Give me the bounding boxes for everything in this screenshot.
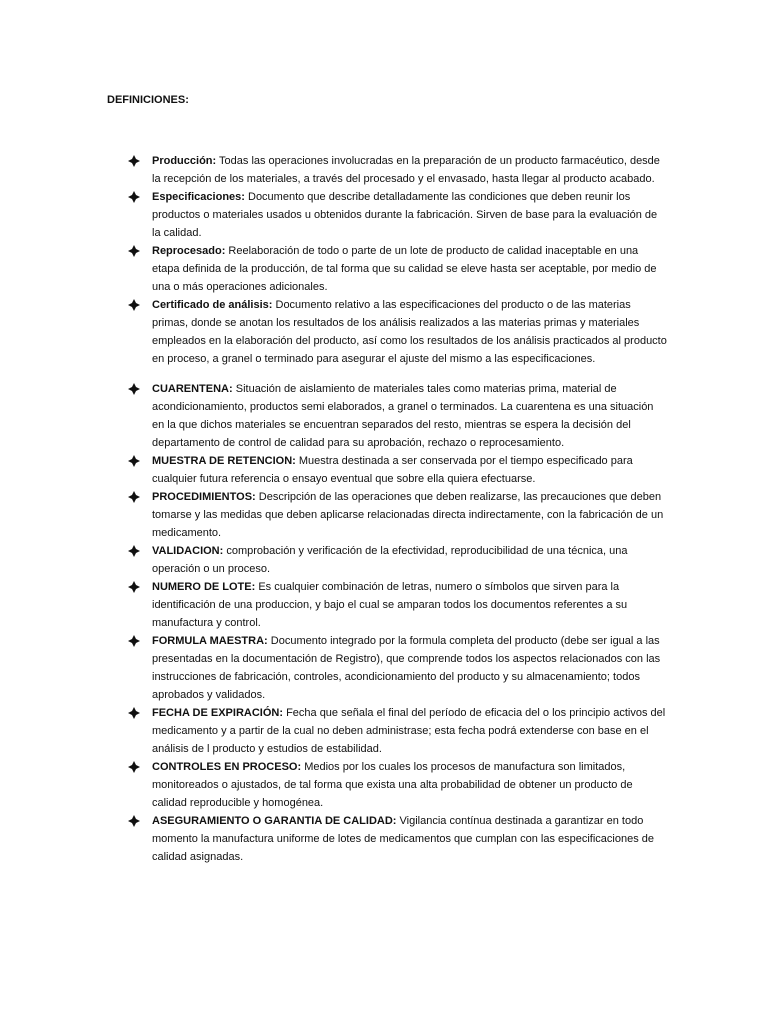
definition-item <box>128 380 668 452</box>
definition-text: Vigilancia contínua destinada a garantizar en todo momento la manufactura uniforme de lotes de medicamentos que cumplan con las especificaciones de calidad asignadas. <box>152 815 654 863</box>
diamond-bullet-icon <box>128 578 142 596</box>
definition-item <box>128 488 668 542</box>
definition-item <box>128 758 668 812</box>
definition-text: Descripción de las operaciones que deben realizarse, las precauciones que deben tomarse y las medidas que deben aplicarse relacionadas directa indirectamente, con la fabricación de un medicamento. <box>152 491 664 539</box>
definition-item <box>128 152 668 188</box>
definition-text: Situación de aislamiento de materiales tales como materias prima, material de acondicionamiento, productos semi elaborados, a granel o terminados. La cuarentena es una situación en la que dichos materiales se encuentran separados del resto, mientras se espera la decisión del departamento de control de calidad para su aprobación, rechazo o reprocesamiento. <box>152 383 654 449</box>
definitions-list <box>128 152 668 866</box>
definition-term: CONTROLES EN PROCESO: <box>152 761 302 773</box>
definition-term: MUESTRA DE RETENCION: <box>152 455 296 467</box>
definition-item <box>128 542 668 578</box>
definition-term: PROCEDIMIENTOS: <box>152 491 256 503</box>
definition-term: Certificado de análisis: <box>152 299 273 311</box>
definition-item <box>128 812 668 866</box>
diamond-bullet-icon <box>128 488 142 506</box>
definition-term: Especificaciones: <box>152 191 245 203</box>
definition-text: Es cualquier combinación de letras, numero o símbolos que sirven para la identificación de una produccion, y bajo el cual se amparan todos los documentos referentes a su manufactura y control. <box>152 581 628 629</box>
definition-item <box>128 452 668 488</box>
definition-text: comprobación y verificación de la efectividad, reproducibilidad de una técnica, una operación o un proceso. <box>152 545 628 575</box>
definition-text: Fecha que señala el final del período de eficacia del o los principio activos del medicamento y a partir de la cual no deben administrase; esta fecha podrá extenderse con base en el análisis de l producto y estudios de estabilidad. <box>152 707 666 755</box>
definition-text: Documento relativo a las especificaciones del producto o de las materias primas, donde se anotan los resultados de los análisis realizados a las materias primas y materiales empleados en la elaboración del producto, así como los resultados de los análisis practicados al producto en proceso, a granel o terminado para asegurar el ajuste del mismo a las especificaciones. <box>152 299 667 365</box>
definition-term: ASEGURAMIENTO O GARANTIA DE CALIDAD: <box>152 815 397 827</box>
diamond-bullet-icon <box>128 152 142 170</box>
diamond-bullet-icon <box>128 704 142 722</box>
definition-text: Todas las operaciones involucradas en la preparación de un producto farmacéutico, desde la recepción de los materiales, a través del procesado y el envasado, hasta llegar al producto acabado. <box>152 155 660 185</box>
definition-term: VALIDACION: <box>152 545 224 557</box>
definition-term: FECHA DE EXPIRACIÓN: <box>152 707 283 719</box>
definition-text: Medios por los cuales los procesos de manufactura son limitados, monitoreados o ajustados, de tal forma que exista una alta probabilidad de obtener un producto de calidad reproducible y homogénea. <box>152 761 633 809</box>
diamond-bullet-icon <box>128 242 142 260</box>
diamond-bullet-icon <box>128 452 142 470</box>
definition-text: Muestra destinada a ser conservada por el tiempo especificado para cualquier futura referencia o ensayo eventual que sobre ella quiera efectuarse. <box>152 455 633 485</box>
page-heading: DEFINICIONES: <box>107 94 189 106</box>
diamond-bullet-icon <box>128 632 142 650</box>
diamond-bullet-icon <box>128 380 142 398</box>
definition-term: FORMULA MAESTRA: <box>152 635 268 647</box>
definition-item <box>128 578 668 632</box>
definition-item <box>128 242 668 296</box>
definition-term: NUMERO DE LOTE: <box>152 581 256 593</box>
diamond-bullet-icon <box>128 812 142 830</box>
definition-item <box>128 296 668 368</box>
definition-term: Reprocesado: <box>152 245 226 257</box>
definition-term: Producción: <box>152 155 217 167</box>
definition-term: CUARENTENA: <box>152 383 233 395</box>
definition-item <box>128 632 668 704</box>
diamond-bullet-icon <box>128 758 142 776</box>
definition-text: Reelaboración de todo o parte de un lote de producto de calidad inaceptable en una etapa definida de la producción, de tal forma que su calidad se eleve hasta ser aceptable, por medio de una o más operaciones adicionales. <box>152 245 657 293</box>
definition-text: Documento integrado por la formula completa del producto (debe ser igual a las presentadas en la documentación de Registro), que comprende todos los aspectos relacionados con las instrucciones de fabricación, controles, acondicionamiento del producto y su almacenamiento; todos aprobados y validados. <box>152 635 661 701</box>
diamond-bullet-icon <box>128 296 142 314</box>
definition-text: Documento que describe detalladamente las condiciones que deben reunir los productos o materiales usados u obtenidos durante la fabricación. Sirven de base para la evaluación de la calidad. <box>152 191 658 239</box>
diamond-bullet-icon <box>128 188 142 206</box>
definition-item <box>128 188 668 242</box>
definition-item <box>128 704 668 758</box>
diamond-bullet-icon <box>128 542 142 560</box>
